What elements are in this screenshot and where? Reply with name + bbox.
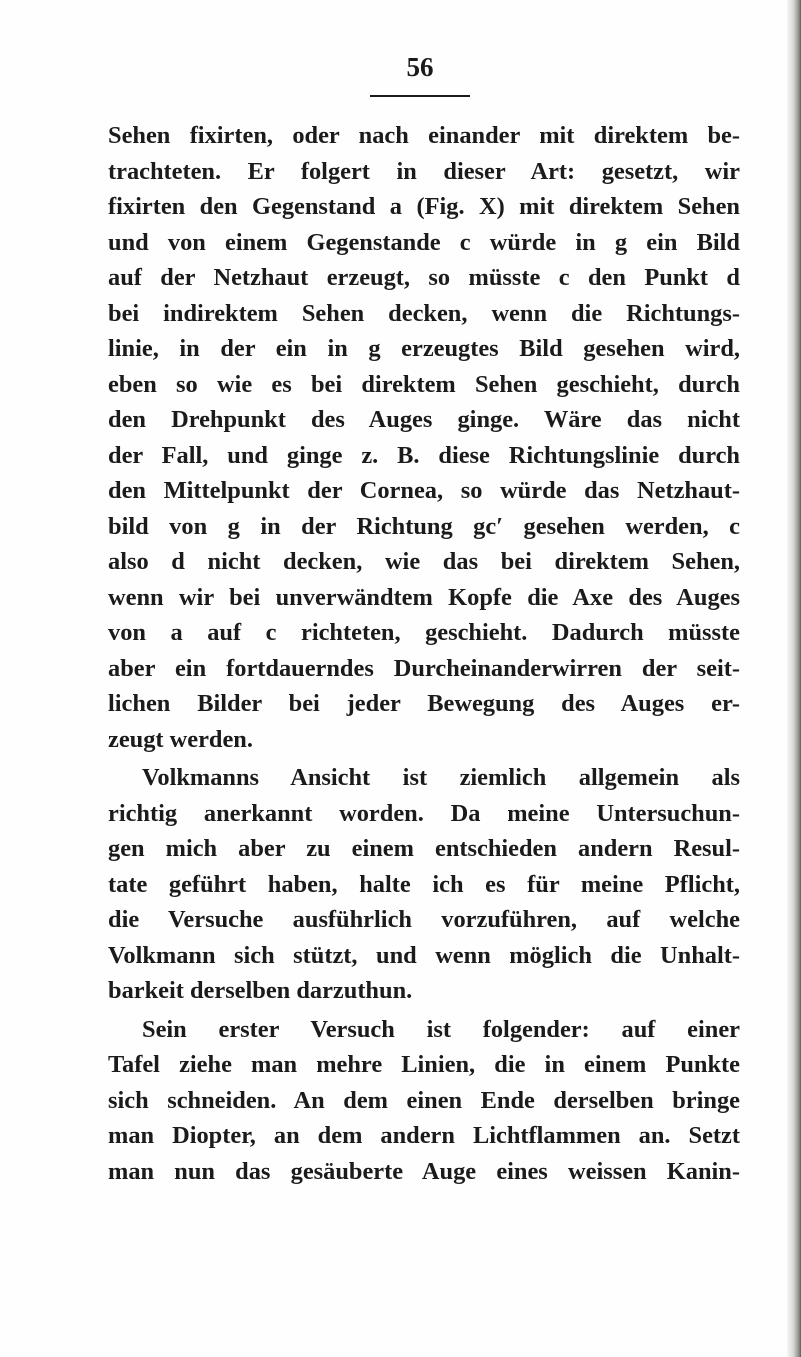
page-number-rule [370,95,470,97]
text-line: lichen Bilder bei jeder Bewegung des Auges er- [108,690,740,717]
text-line: man Diopter, an dem andern Lichtflammen an. Setzt [108,1122,740,1149]
text-line: Sehen fixirten, oder nach einander mit direktem be- [108,122,740,149]
text-line: und von einem Gegenstande c würde in g ein Bild [108,228,740,256]
text-line: den Drehpunkt des Auges ginge. Wäre das nicht [108,406,740,433]
text-line: Tafel ziehe man mehre Linien, die in einem Punkte [108,1051,740,1078]
text-line: auf der Netzhaut erzeugt, so müsste c den Punkt d [108,264,740,291]
text-line: also d nicht decken, wie das bei direktem Sehen, [108,548,740,575]
text-line: von a auf c richteten, geschieht. Dadurch müsste [108,619,740,646]
page-edge-shadow [787,0,801,1357]
text-line: bild von g in der Richtung gc′ gesehen werden, c [108,512,740,540]
text-line: Sein erster Versuch ist folgender: auf einer [142,1015,740,1043]
text-line: die Versuche ausführlich vorzuführen, auf welche [108,906,740,933]
text-line: barkeit derselben darzuthun. [108,977,413,1004]
text-line: linie, in der ein in g erzeugtes Bild gesehen wird, [108,335,740,362]
text-line: aber ein fortdauerndes Durcheinanderwirren der seit- [108,654,740,682]
text-line: bei indirektem Sehen decken, wenn die Richtungs- [108,299,740,327]
text-line: wenn wir bei unverwändtem Kopfe die Axe des Auges [108,583,740,611]
text-line: richtig anerkannt worden. Da meine Untersuchun- [108,799,740,827]
text-line: der Fall, und ginge z. B. diese Richtungslinie durch [108,441,740,469]
text-line: eben so wie es bei direktem Sehen geschieht, durch [108,370,740,398]
text-line: zeugt werden. [108,725,253,753]
text-line: tate geführt haben, halte ich es für meine Pflicht, [108,870,740,898]
text-line: Volkmanns Ansicht ist ziemlich allgemein als [142,764,740,791]
text-line: gen mich aber zu einem entschieden andern Resul- [108,835,740,862]
text-line: trachteten. Er folgert in dieser Art: gesetzt, wir [108,157,740,185]
text-line: sich schneiden. An dem einen Ende derselben bringe [108,1086,740,1114]
text-line: man nun das gesäuberte Auge eines weissen Kanin- [108,1157,740,1185]
text-line: fixirten den Gegenstand a (Fig. X) mit direktem Sehen [108,193,740,220]
body-text [108,118,740,1189]
text-line: den Mittelpunkt der Cornea, so würde das Netzhaut- [108,477,740,504]
page-number: 56 [406,52,434,82]
text-line: Volkmann sich stützt, und wenn möglich die Unhalt- [108,941,740,969]
